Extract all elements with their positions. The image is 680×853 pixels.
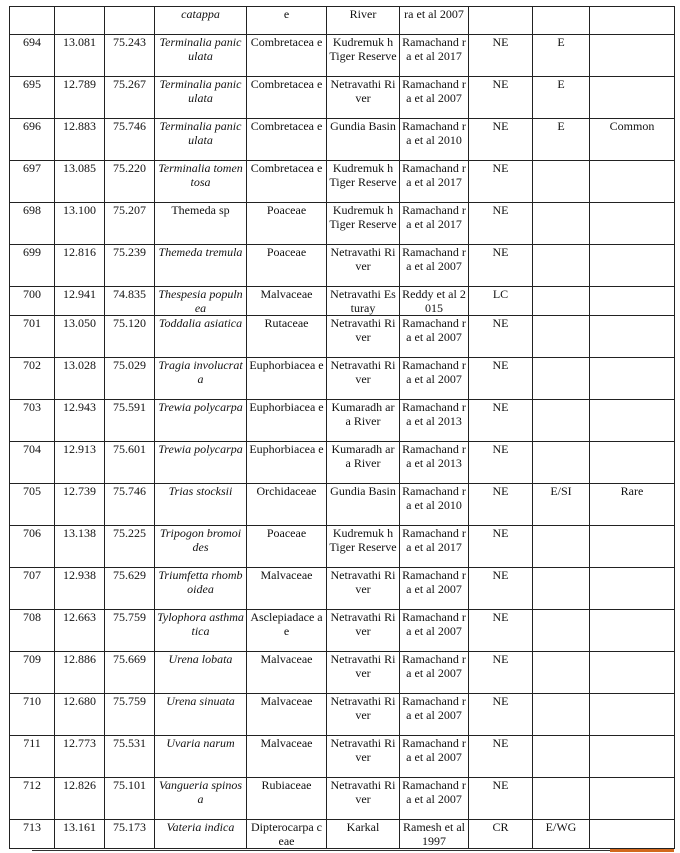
reference-cell: Ramachand ra et al 2007 xyxy=(400,736,469,778)
table-row xyxy=(10,568,675,610)
row-number-cell: 700 xyxy=(10,287,55,316)
table-row xyxy=(10,736,675,778)
latitude-cell: 12.789 xyxy=(55,77,105,119)
species-name-cell: Vangueria spinosa xyxy=(155,778,247,820)
row-number-cell: 711 xyxy=(10,736,55,778)
abundance-note-cell xyxy=(590,778,675,820)
iucn-status-cell: NE xyxy=(469,526,533,568)
family-name-cell: Euphorbiacea e xyxy=(247,442,327,484)
reference-cell: Ramachand ra et al 2007 xyxy=(400,694,469,736)
latitude-cell: 12.680 xyxy=(55,694,105,736)
endemism-cell: E xyxy=(533,119,590,161)
row-number-cell: 710 xyxy=(10,694,55,736)
locality-cell: Netravathi River xyxy=(327,316,400,358)
row-number-cell: 706 xyxy=(10,526,55,568)
family-name-cell: Orchidaceae xyxy=(247,484,327,526)
species-name-cell: Uvaria narum xyxy=(155,736,247,778)
reference-cell: Ramachand ra et al 2007 xyxy=(400,610,469,652)
iucn-status-cell: NE xyxy=(469,245,533,287)
family-name-cell: Poaceae xyxy=(247,526,327,568)
row-number-cell: 704 xyxy=(10,442,55,484)
latitude-cell: 13.028 xyxy=(55,358,105,400)
family-name-cell: Malvaceae xyxy=(247,652,327,694)
row-number-cell: 712 xyxy=(10,778,55,820)
species-name-cell: Themeda sp xyxy=(155,203,247,245)
latitude-cell: 12.739 xyxy=(55,484,105,526)
row-number-cell: 694 xyxy=(10,35,55,77)
iucn-status-cell: NE xyxy=(469,358,533,400)
table-row xyxy=(10,652,675,694)
table-row xyxy=(10,358,675,400)
species-name-cell: Toddalia asiatica xyxy=(155,316,247,358)
endemism-cell xyxy=(533,287,590,316)
latitude-cell: 12.773 xyxy=(55,736,105,778)
iucn-status-cell: NE xyxy=(469,161,533,203)
longitude-cell: 75.591 xyxy=(105,400,155,442)
species-name-cell: Urena sinuata xyxy=(155,694,247,736)
iucn-status-cell: NE xyxy=(469,119,533,161)
table-row xyxy=(10,161,675,203)
longitude-cell xyxy=(105,7,155,35)
reference-cell: Ramachand ra et al 2017 xyxy=(400,35,469,77)
iucn-status-cell: NE xyxy=(469,652,533,694)
longitude-cell: 74.835 xyxy=(105,287,155,316)
locality-cell: Netravathi River xyxy=(327,245,400,287)
reference-cell: Ramachand ra et al 2017 xyxy=(400,203,469,245)
family-name-cell: Combretacea e xyxy=(247,161,327,203)
latitude-cell: 12.913 xyxy=(55,442,105,484)
table-row xyxy=(10,203,675,245)
family-name-cell: Asclepiadace ae xyxy=(247,610,327,652)
species-name-cell: Terminalia paniculata xyxy=(155,35,247,77)
endemism-cell: E/SI xyxy=(533,484,590,526)
iucn-status-cell: NE xyxy=(469,77,533,119)
locality-cell: Kumaradh ara River xyxy=(327,442,400,484)
iucn-status-cell: NE xyxy=(469,442,533,484)
reference-cell: Ramachand ra et al 2007 xyxy=(400,316,469,358)
row-number-cell: 698 xyxy=(10,203,55,245)
reference-cell: Ramesh et al 1997 xyxy=(400,820,469,849)
species-name-cell: Vateria indica xyxy=(155,820,247,849)
table-row xyxy=(10,400,675,442)
latitude-cell: 13.100 xyxy=(55,203,105,245)
longitude-cell: 75.601 xyxy=(105,442,155,484)
table-row xyxy=(10,610,675,652)
iucn-status-cell: NE xyxy=(469,610,533,652)
family-name-cell: Malvaceae xyxy=(247,694,327,736)
locality-cell: Kudremuk h Tiger Reserve xyxy=(327,35,400,77)
latitude-cell: 12.883 xyxy=(55,119,105,161)
species-name-cell: Trias stocksii xyxy=(155,484,247,526)
abundance-note-cell xyxy=(590,400,675,442)
table-row xyxy=(10,287,675,316)
longitude-cell: 75.220 xyxy=(105,161,155,203)
species-name-cell: Urena lobata xyxy=(155,652,247,694)
table-row xyxy=(10,77,675,119)
iucn-status-cell: NE xyxy=(469,778,533,820)
reference-cell: Ramachand ra et al 2010 xyxy=(400,484,469,526)
latitude-cell: 12.886 xyxy=(55,652,105,694)
iucn-status-cell: LC xyxy=(469,287,533,316)
iucn-status-cell: NE xyxy=(469,694,533,736)
latitude-cell: 12.826 xyxy=(55,778,105,820)
reference-cell: Ramachand ra et al 2010 xyxy=(400,119,469,161)
species-name-cell: Terminalia tomentosa xyxy=(155,161,247,203)
species-name-cell: Triumfetta rhomboidea xyxy=(155,568,247,610)
row-number-cell: 713 xyxy=(10,820,55,849)
reference-cell: Ramachand ra et al 2013 xyxy=(400,400,469,442)
row-number-cell: 701 xyxy=(10,316,55,358)
family-name-cell: Poaceae xyxy=(247,245,327,287)
longitude-cell: 75.669 xyxy=(105,652,155,694)
row-number-cell: 705 xyxy=(10,484,55,526)
abundance-note-cell xyxy=(590,820,675,849)
row-number-cell: 708 xyxy=(10,610,55,652)
abundance-note-cell xyxy=(590,7,675,35)
species-name-cell: Themeda tremula xyxy=(155,245,247,287)
locality-cell: River xyxy=(327,7,400,35)
iucn-status-cell: CR xyxy=(469,820,533,849)
table-row xyxy=(10,484,675,526)
abundance-note-cell xyxy=(590,203,675,245)
table-row xyxy=(10,442,675,484)
abundance-note-cell xyxy=(590,652,675,694)
latitude-cell: 12.938 xyxy=(55,568,105,610)
longitude-cell: 75.207 xyxy=(105,203,155,245)
reference-cell: Ramachand ra et al 2007 xyxy=(400,358,469,400)
latitude-cell: 12.816 xyxy=(55,245,105,287)
longitude-cell: 75.173 xyxy=(105,820,155,849)
row-number-cell: 697 xyxy=(10,161,55,203)
species-table xyxy=(9,6,675,849)
family-name-cell: Dipterocarpa ceae xyxy=(247,820,327,849)
species-name-cell: Tragia involucrata xyxy=(155,358,247,400)
family-name-cell: Malvaceae xyxy=(247,736,327,778)
reference-cell: Reddy et al 2015 xyxy=(400,287,469,316)
table-row xyxy=(10,694,675,736)
endemism-cell xyxy=(533,203,590,245)
table-row xyxy=(10,245,675,287)
abundance-note-cell xyxy=(590,161,675,203)
locality-cell: Gundia Basin xyxy=(327,484,400,526)
latitude-cell: 12.663 xyxy=(55,610,105,652)
longitude-cell: 75.029 xyxy=(105,358,155,400)
longitude-cell: 75.243 xyxy=(105,35,155,77)
row-number-cell: 707 xyxy=(10,568,55,610)
iucn-status-cell: NE xyxy=(469,316,533,358)
endemism-cell: E xyxy=(533,35,590,77)
table-row xyxy=(10,7,675,35)
species-name-cell: Terminalia paniculata xyxy=(155,119,247,161)
abundance-note-cell xyxy=(590,287,675,316)
row-number-cell xyxy=(10,7,55,35)
locality-cell: Netravathi Esturay xyxy=(327,287,400,316)
family-name-cell: Rubiaceae xyxy=(247,778,327,820)
locality-cell: Kumaradh ara River xyxy=(327,400,400,442)
latitude-cell: 13.161 xyxy=(55,820,105,849)
species-name-cell: Thespesia populnea xyxy=(155,287,247,316)
locality-cell: Netravathi River xyxy=(327,778,400,820)
iucn-status-cell: NE xyxy=(469,203,533,245)
family-name-cell: Malvaceae xyxy=(247,568,327,610)
iucn-status-cell: NE xyxy=(469,568,533,610)
species-name-cell: Trewia polycarpa xyxy=(155,400,247,442)
orange-accent-bar xyxy=(610,849,674,852)
species-name-cell: catappa xyxy=(155,7,247,35)
table-row xyxy=(10,526,675,568)
species-name-cell: Trewia polycarpa xyxy=(155,442,247,484)
longitude-cell: 75.101 xyxy=(105,778,155,820)
family-name-cell: Combretacea e xyxy=(247,77,327,119)
abundance-note-cell xyxy=(590,316,675,358)
reference-cell: Ramachand ra et al 2007 xyxy=(400,652,469,694)
endemism-cell xyxy=(533,652,590,694)
endemism-cell xyxy=(533,442,590,484)
row-number-cell: 696 xyxy=(10,119,55,161)
table-row xyxy=(10,820,675,849)
species-name-cell: Tylophora asthmatica xyxy=(155,610,247,652)
family-name-cell: Euphorbiacea e xyxy=(247,400,327,442)
row-number-cell: 695 xyxy=(10,77,55,119)
iucn-status-cell: NE xyxy=(469,736,533,778)
family-name-cell: Combretacea e xyxy=(247,35,327,77)
endemism-cell xyxy=(533,610,590,652)
reference-cell: Ramachand ra et al 2017 xyxy=(400,161,469,203)
endemism-cell xyxy=(533,778,590,820)
latitude-cell: 13.138 xyxy=(55,526,105,568)
locality-cell: Netravathi River xyxy=(327,652,400,694)
row-number-cell: 703 xyxy=(10,400,55,442)
abundance-note-cell xyxy=(590,610,675,652)
endemism-cell xyxy=(533,358,590,400)
family-name-cell: Euphorbiacea e xyxy=(247,358,327,400)
endemism-cell xyxy=(533,7,590,35)
locality-cell: Gundia Basin xyxy=(327,119,400,161)
latitude-cell: 12.941 xyxy=(55,287,105,316)
longitude-cell: 75.759 xyxy=(105,610,155,652)
species-name-cell: Tripogon bromoides xyxy=(155,526,247,568)
table-row xyxy=(10,35,675,77)
endemism-cell xyxy=(533,400,590,442)
endemism-cell xyxy=(533,568,590,610)
table-row xyxy=(10,778,675,820)
reference-cell: ra et al 2007 xyxy=(400,7,469,35)
family-name-cell: Rutaceae xyxy=(247,316,327,358)
abundance-note-cell xyxy=(590,694,675,736)
endemism-cell: E/WG xyxy=(533,820,590,849)
locality-cell: Netravathi River xyxy=(327,358,400,400)
longitude-cell: 75.267 xyxy=(105,77,155,119)
latitude-cell xyxy=(55,7,105,35)
locality-cell: Netravathi River xyxy=(327,736,400,778)
longitude-cell: 75.239 xyxy=(105,245,155,287)
latitude-cell: 12.943 xyxy=(55,400,105,442)
iucn-status-cell: NE xyxy=(469,484,533,526)
longitude-cell: 75.120 xyxy=(105,316,155,358)
table-row xyxy=(10,316,675,358)
longitude-cell: 75.746 xyxy=(105,484,155,526)
locality-cell: Karkal xyxy=(327,820,400,849)
locality-cell: Kudremuk h Tiger Reserve xyxy=(327,161,400,203)
row-number-cell: 702 xyxy=(10,358,55,400)
reference-cell: Ramachand ra et al 2007 xyxy=(400,778,469,820)
longitude-cell: 75.629 xyxy=(105,568,155,610)
endemism-cell xyxy=(533,736,590,778)
abundance-note-cell xyxy=(590,358,675,400)
abundance-note-cell xyxy=(590,568,675,610)
family-name-cell: Poaceae xyxy=(247,203,327,245)
abundance-note-cell: Common xyxy=(590,119,675,161)
locality-cell: Kudremuk h Tiger Reserve xyxy=(327,526,400,568)
abundance-note-cell xyxy=(590,442,675,484)
row-number-cell: 699 xyxy=(10,245,55,287)
species-name-cell: Terminalia paniculata xyxy=(155,77,247,119)
abundance-note-cell xyxy=(590,526,675,568)
locality-cell: Kudremuk h Tiger Reserve xyxy=(327,203,400,245)
endemism-cell: E xyxy=(533,77,590,119)
locality-cell: Netravathi River xyxy=(327,77,400,119)
abundance-note-cell xyxy=(590,245,675,287)
bottom-rule xyxy=(32,850,647,851)
locality-cell: Netravathi River xyxy=(327,568,400,610)
family-name-cell: Malvaceae xyxy=(247,287,327,316)
locality-cell: Netravathi River xyxy=(327,610,400,652)
endemism-cell xyxy=(533,316,590,358)
reference-cell: Ramachand ra et al 2007 xyxy=(400,568,469,610)
endemism-cell xyxy=(533,694,590,736)
reference-cell: Ramachand ra et al 2007 xyxy=(400,245,469,287)
abundance-note-cell xyxy=(590,77,675,119)
endemism-cell xyxy=(533,161,590,203)
iucn-status-cell xyxy=(469,7,533,35)
family-name-cell: e xyxy=(247,7,327,35)
reference-cell: Ramachand ra et al 2007 xyxy=(400,77,469,119)
row-number-cell: 709 xyxy=(10,652,55,694)
reference-cell: Ramachand ra et al 2013 xyxy=(400,442,469,484)
iucn-status-cell: NE xyxy=(469,400,533,442)
reference-cell: Ramachand ra et al 2017 xyxy=(400,526,469,568)
abundance-note-cell xyxy=(590,736,675,778)
table-body xyxy=(10,7,675,849)
longitude-cell: 75.225 xyxy=(105,526,155,568)
abundance-note-cell xyxy=(590,35,675,77)
longitude-cell: 75.759 xyxy=(105,694,155,736)
table-row xyxy=(10,119,675,161)
iucn-status-cell: NE xyxy=(469,35,533,77)
latitude-cell: 13.081 xyxy=(55,35,105,77)
longitude-cell: 75.746 xyxy=(105,119,155,161)
endemism-cell xyxy=(533,245,590,287)
abundance-note-cell: Rare xyxy=(590,484,675,526)
latitude-cell: 13.085 xyxy=(55,161,105,203)
longitude-cell: 75.531 xyxy=(105,736,155,778)
locality-cell: Netravathi River xyxy=(327,694,400,736)
endemism-cell xyxy=(533,526,590,568)
latitude-cell: 13.050 xyxy=(55,316,105,358)
family-name-cell: Combretacea e xyxy=(247,119,327,161)
